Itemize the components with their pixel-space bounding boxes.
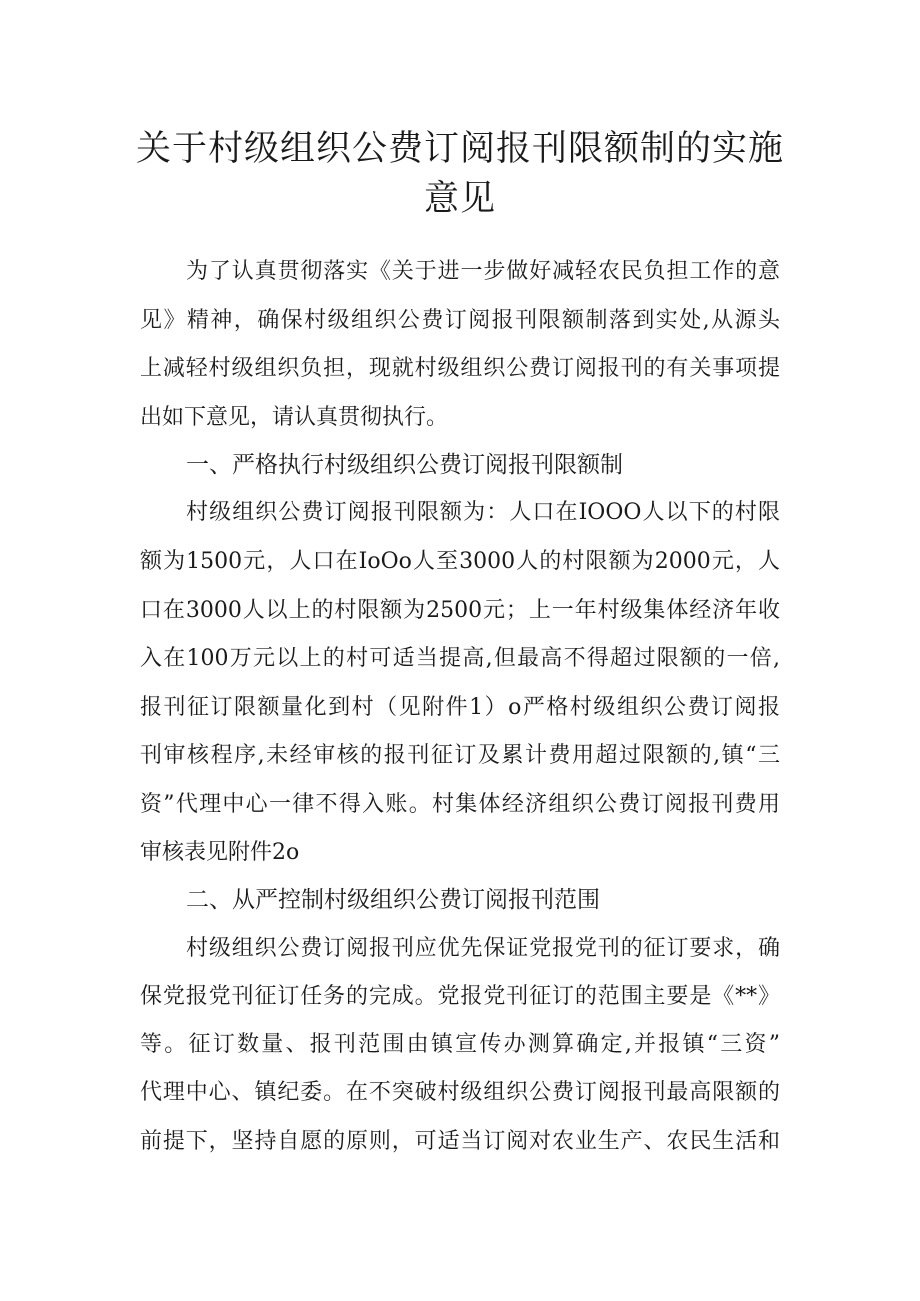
section-2-line: 前提下，坚持自愿的原则，可适当订阅对农业生产、农民生活和 xyxy=(140,1129,780,1154)
section-2-line: 等。征订数量、报刊范围由镇宣传办测算确定,并报镇“三资” xyxy=(140,1032,780,1057)
section-1-line: 报刊征订限额量化到村（见附件1）o严格村级组织公费订阅报 xyxy=(140,695,780,720)
section-2-heading: 二、从严控制村级组织公费订阅报刊范围 xyxy=(186,887,600,913)
section-1-heading: 一、严格执行村级组织公费订阅报刊限额制 xyxy=(186,452,623,478)
section-2-line: 村级组织公费订阅报刊应优先保证党报党刊的征订要求，确 xyxy=(186,936,780,961)
section-1-line: 刊审核程序,未经审核的报刊征订及累计费用超过限额的,镇“三 xyxy=(140,743,780,768)
section-1-line: 额为1500元，人口在IoOo人至3000人的村限额为2000元，人 xyxy=(140,549,780,574)
section-1-line: 入在100万元以上的村可适当提高,但最高不得超过限额的一倍, xyxy=(140,646,780,671)
document-title-line-1: 关于村级组织公费订阅报刊限额制的实施 xyxy=(135,129,784,169)
section-1-line: 村级组织公费订阅报刊限额为：人口在IOOO人以下的村限 xyxy=(186,500,780,525)
intro-line: 出如下意见，请认真贯彻执行。 xyxy=(140,405,449,430)
section-2-line: 代理中心、镇纪委。在不突破村级组织公费订阅报刊最高限额的 xyxy=(140,1080,780,1105)
section-1-line: 审核表见附件2o xyxy=(140,840,300,865)
intro-line: 上减轻村级组织负担，现就村级组织公费订阅报刊的有关事项提 xyxy=(140,356,780,381)
document-title-line-2: 意见 xyxy=(423,179,496,219)
intro-line: 见》精神，确保村级组织公费订阅报刊限额制落到实处,从源头 xyxy=(140,308,780,333)
section-2-line: 保党报党刊征订任务的完成。党报党刊征订的范围主要是《**》 xyxy=(140,984,780,1009)
intro-line: 为了认真贯彻落实《关于进一步做好减轻农民负担工作的意 xyxy=(186,259,780,284)
section-1-line: 资”代理中心一律不得入账。村集体经济组织公费订阅报刊费用 xyxy=(140,792,780,817)
section-1-line: 口在3000人以上的村限额为2500元；上一年村级集体经济年收 xyxy=(140,598,780,623)
